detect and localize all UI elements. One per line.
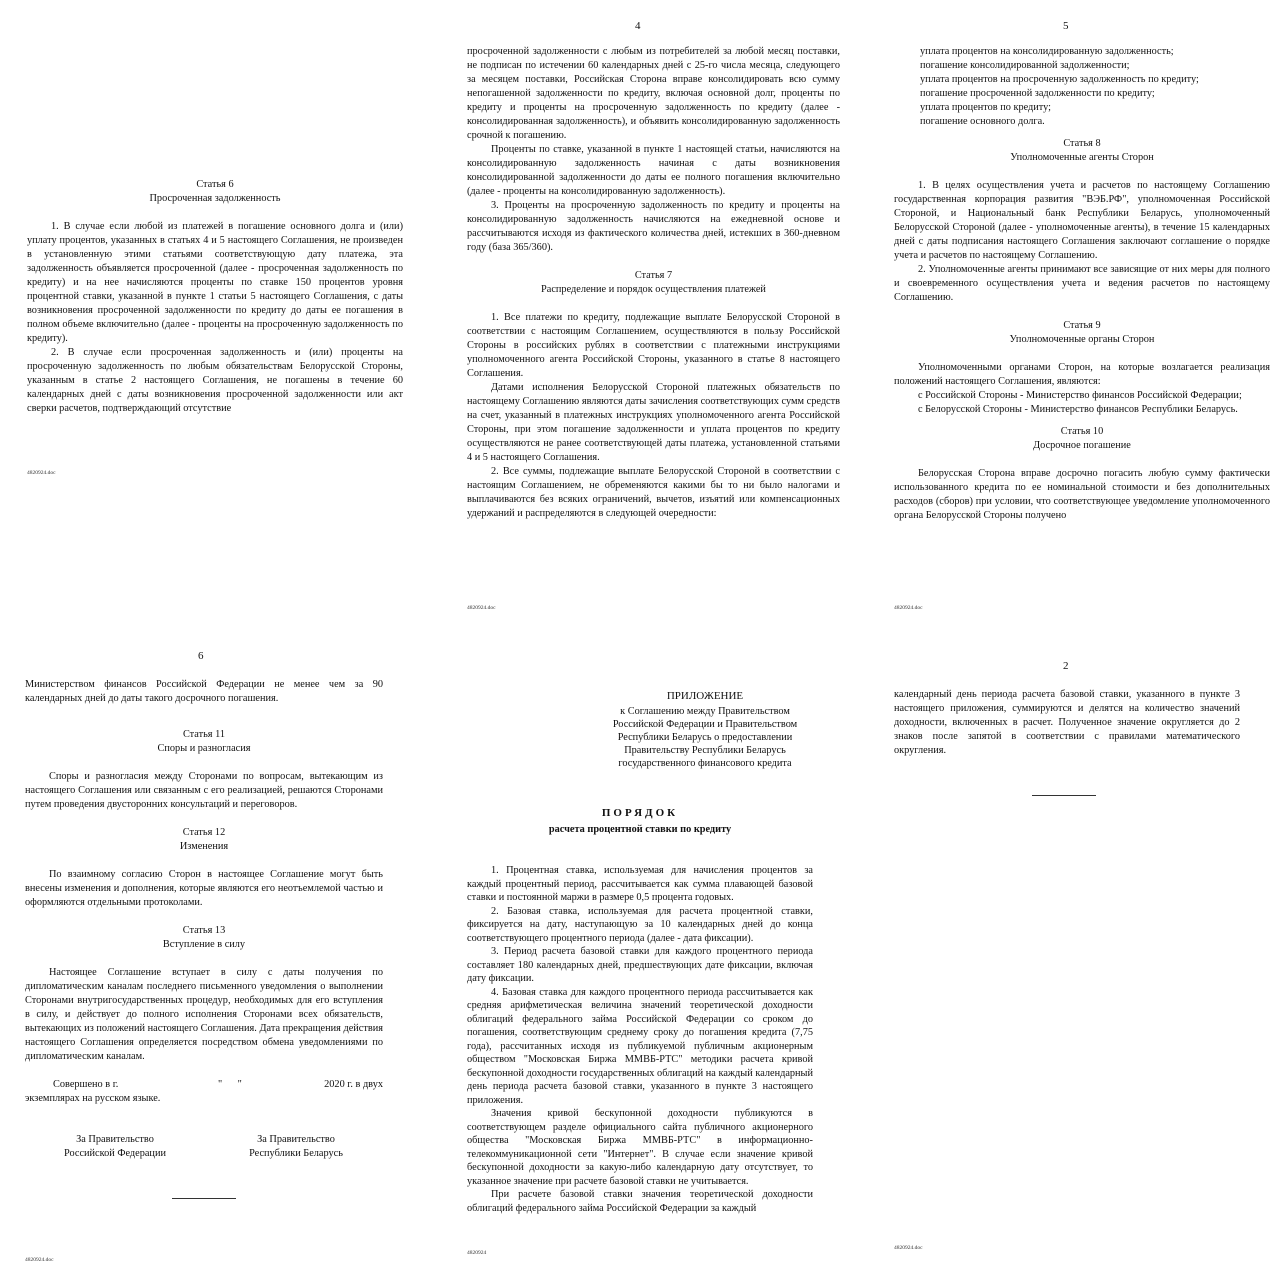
article-subtitle: Уполномоченные агенты Сторон [1010, 152, 1154, 163]
article-title: Статья 10 [1060, 426, 1104, 437]
paragraph: 2. В случае если просроченная задолженность и (или) проценты на просроченную задолженность по любым обязательствам Белорусской Стороны, указанным в статье 2 настоящего Соглашения, не погашены в течение 60 календарных дней с даты возникновения просроченной задолженности или акт сверки расчетов, подтверждающий отсутствие [27, 347, 403, 414]
appendix-line: Правительству Республики Беларусь [624, 745, 786, 756]
paragraph: По взаимному согласию Сторон в настоящее Соглашение могут быть внесены изменения и дополнения, которые являются его неотъемлемой частью и оформляются отдельными протоколами. [25, 869, 383, 908]
list-item: погашение просроченной задолженности по кредиту; [920, 88, 1155, 99]
page-footer: 4820924.doc [25, 1257, 54, 1263]
page-footer: 4820924.doc [894, 1245, 923, 1251]
page-body [467, 45, 840, 521]
article-title: Статья 6 [196, 179, 234, 190]
paragraph: экземплярах на русском языке. [25, 1093, 161, 1104]
article-subtitle: Распределение и порядок осуществления платежей [541, 284, 766, 295]
article-title: Статья 11 [182, 729, 226, 740]
paragraph: Белорусская Сторона вправе досрочно погасить любую сумму фактически использованного кредита по ее номинальной стоимости и без дополнительных расходов (сборов) при условии, что соответствующее уведомление уполномоченного органа Белорусской Стороны получено [894, 468, 1270, 521]
page-body [25, 678, 383, 1106]
paragraph: 1. В целях осуществления учета и расчетов по настоящему Соглашению государственная корпорация развития "ВЭБ.РФ", уполномоченная Российской Стороной, и Национальный банк Республики Беларусь, уполномоченный Белорусской Стороной (далее - уполномоченные агенты), в течение 15 календарных дней с даты подписания настоящего Соглашения заключают соглашение о порядке учета и расчетов по настоящему Соглашению. [894, 180, 1270, 261]
page-footer: 4820924.doc [467, 605, 496, 611]
page-number: 5 [1063, 20, 1069, 32]
list-item: уплата процентов по кредиту; [920, 102, 1052, 113]
paragraph: 4. Базовая ставка для каждого процентного периода рассчитывается как средняя арифметическая величина значений теоретической доходности облигаций федерального займа Российской Федерации со сроком до погашения, соответствующим среднему сроку до погашения кредита (7,75 года), рассчитанных исходя из публикуемой публичным акционерным обществом "Московская Биржа ММВБ-РТС" методики расчета кривой бескупонной доходности государственных облигаций на каждый календарный день периода расчета базовой ставки, указанного в пункте 3 настоящего приложения. [467, 986, 813, 1106]
closing-rule [1032, 795, 1096, 796]
done-left: Совершено в г. [53, 1079, 119, 1090]
paragraph: Настоящее Соглашение вступает в силу с даты получения по дипломатическим каналам последнего письменного уведомления о выполнении Сторонами внутригосударственных процедур, необходимых для его вступления в силу, и действует до полного исполнения Сторонами всех обязательств, вытекающих из положений настоящего Соглашения. Дата прекращения действия настоящего Соглашения определяется посредством обмена уведомлениями по дипломатическим каналам. [25, 967, 383, 1062]
payment-order-list [894, 45, 1270, 129]
list-item: уплата процентов на просроченную задолженность по кредиту; [920, 74, 1199, 85]
list-item: уплата процентов на консолидированную задолженность; [920, 46, 1174, 57]
article-subtitle: Изменения [179, 841, 229, 852]
article-title: Статья 12 [182, 827, 226, 838]
closing-rule [172, 1198, 236, 1199]
paragraph: 2. Базовая ставка, используемая для расчета процентной ставки, фиксируется на дату, наступающую за 10 календарных дней до конца соответствующего процентного периода (далее - дата фиксации). [467, 905, 813, 944]
article-subtitle: Досрочное погашение [1033, 440, 1131, 451]
paragraph: При расчете базовой ставки значения теоретической доходности облигаций федерального займа Российской Федерации за каждый [467, 1189, 813, 1214]
appendix-line: государственного финансового кредита [618, 758, 792, 769]
paragraph: 1. Все платежи по кредиту, подлежащие выплате Белорусской Стороной в соответствии с настоящим Соглашением, осуществляются в пользу Российской Стороны в российских рублях в соответствии с платежными инструкциями уполномоченного агента Российской Стороны, указанного в статье 8 настоящего Соглашения. [467, 312, 840, 379]
signature-label: Российской Федерации [64, 1148, 166, 1159]
article-subtitle: Уполномоченные органы Сторон [1009, 334, 1155, 345]
paragraph: просроченной задолженности с любым из потребителей за любой месяц поставки, не подписан по истечении 60 календарных дней с 25-го числа месяца, следующего за месяцем поставки, Российская Сторона вправе консолидировать всю сумму непогашенной задолженности по кредиту, включая основной долг, проценты по кредиту и проценты на просроченную задолженность по кредиту (далее - консолидированная задолженность), и объявить консолидированную задолженность срочной к погашению. [467, 46, 840, 141]
paragraph: 3. Период расчета базовой ставки для каждого процентного периода составляет 180 календарных дней, предшествующих дате фиксации, включая дату фиксации. [467, 946, 813, 984]
page-body [27, 178, 403, 416]
page-body [894, 45, 1270, 523]
paragraph: Уполномоченными органами Сторон, на которые возлагается реализация положений настоящего Соглашения, являются: [894, 362, 1270, 387]
paragraph: 2. Все суммы, подлежащие выплате Белорусской Стороной в соответствии с настоящим Соглашением, не обременяются какими бы то ни было налогами и выплачиваются без всяких ограничений, вычетов, изъятий или компенсационных удержаний и распределяются в следующей очередности: [467, 466, 840, 519]
document-subheading: расчета процентной ставки по кредиту [548, 824, 732, 835]
appendix-header [580, 690, 830, 770]
page-footer: 4820924 [467, 1250, 487, 1256]
article-title: Статья 13 [182, 925, 226, 936]
paragraph: с Российской Стороны - Министерство финансов Российской Федерации; [918, 390, 1242, 401]
paragraph: 2. Уполномоченные агенты принимают все зависящие от них меры для полного и своевременного осуществления учета и ведения расчетов по настоящему Соглашению. [894, 264, 1270, 303]
signature-label: За Правительство [76, 1134, 154, 1145]
paragraph: 1. В случае если любой из платежей в погашение основного долга и (или) уплату процентов, указанных в статьях 4 и 5 настоящего Соглашения, не произведен в установленную этими статьями соответствующую дату платежа, эта задолженность объявляется просроченной (далее - просроченная задолженность по кредиту) и на нее начисляются проценты по ставке 150 процентов уровня процентной ставки, указанной в пункте 1 статьи 5 настоящего Соглашения, с даты возникновения просроченной задолженности по кредиту до даты ее погашения в полном объеме включительно (далее - проценты на просроченную задолженность по кредиту). [27, 221, 403, 344]
article-subtitle: Вступление в силу [162, 939, 246, 950]
signature-label: Республики Беларусь [249, 1148, 343, 1159]
page-number: 6 [198, 650, 204, 662]
document-page-5 [440, 640, 866, 1280]
done-right: 2020 г. в двух [324, 1079, 383, 1090]
page-number: 4 [635, 20, 641, 32]
paragraph: с Белорусской Стороны - Министерство финансов Республики Беларусь. [918, 404, 1238, 415]
page-body [467, 864, 813, 1215]
appendix-title: ПРИЛОЖЕНИЕ [666, 690, 744, 702]
paragraph: Споры и разногласия между Сторонами по вопросам, вытекающим из настоящего Соглашения или связанным с его реализацией, решаются Сторонами путем проведения двусторонних консультаций и переговоров. [25, 771, 383, 810]
page-body [894, 688, 1240, 758]
signature-label: За Правительство [257, 1134, 335, 1145]
article-title: Статья 8 [1063, 138, 1101, 149]
article-subtitle: Споры и разногласия [157, 743, 251, 754]
document-page-6 [866, 640, 1280, 1280]
done-line [25, 1078, 383, 1092]
article-subtitle: Просроченная задолженность [149, 193, 281, 204]
article-title: Статья 7 [634, 270, 673, 281]
document-page-2 [440, 0, 866, 640]
list-item: погашение консолидированной задолженности; [920, 60, 1130, 71]
paragraph: 1. Процентная ставка, используемая для начисления процентов за каждый процентный период, рассчитывается как сумма плавающей базовой ставки и постоянной маржи в размере 0,5 процента годовых. [467, 865, 813, 903]
list-item: погашение основного долга. [920, 116, 1045, 127]
signature-block-right [226, 1133, 366, 1161]
paragraph: Датами исполнения Белорусской Стороной платежных обязательств по настоящему Соглашению являются даты зачисления соответствующих сумм средств на счет, указанный в платежных инструкциях уполномоченного агента Российской Стороны, при этом погашение задолженности и уплата процентов по кредиту осуществляются не ранее соответствующей даты платежа, установленной статьями 4 и 5 настоящего Соглашения. [467, 382, 840, 463]
done-quotes: " " [218, 1079, 242, 1090]
appendix-line: Республики Беларусь о предоставлении [617, 732, 793, 743]
signature-block-left [45, 1133, 185, 1161]
page-footer: 4820924.doc [894, 605, 923, 611]
paragraph: 3. Проценты на просроченную задолженность по кредиту и проценты на консолидированную задолженность начисляются на ежедневной основе и рассчитываются исходя из фактического количества дней, истекших в 360-дневном году (база 365/360). [467, 200, 840, 253]
article-title: Статья 9 [1063, 320, 1101, 331]
document-heading: ПОРЯДОК [601, 807, 679, 819]
paragraph: Проценты по ставке, указанной в пункте 1 настоящей статьи, начисляются на консолидированную задолженность начиная с даты возникновения консолидированной задолженности до даты ее полного погашения включительно (далее - проценты на консолидированную задолженность). [467, 144, 840, 197]
appendix-line: к Соглашению между Правительством [620, 706, 790, 717]
paragraph: Значения кривой бескупонной доходности публикуются в соответствующем разделе официального сайта публичного акционерного общества "Московская Биржа ММВБ-РТС" в информационно-телекоммуникационной сети "Интернет". В случае если значение кривой бескупонной доходности за какую-либо календарную дату отсутствует, то указанное значение при расчете базовой ставки не учитывается. [467, 1108, 813, 1187]
document-page-4 [0, 640, 426, 1280]
document-page-1 [0, 0, 426, 640]
appendix-line: Российской Федерации и Правительством [612, 719, 798, 730]
page-footer: 4820924.doc [27, 470, 56, 476]
document-page-3 [866, 0, 1280, 640]
paragraph: Министерством финансов Российской Федерации не менее чем за 90 календарных дней до даты такого досрочного погашения. [25, 679, 383, 704]
paragraph: календарный день периода расчета базовой ставки, указанного в пункте 3 настоящего приложения, суммируются и делятся на количество значений доходности, включенных в расчет. Полученное значение округляется до 2 знаков после запятой в соответствии с правилами математического округления. [894, 689, 1240, 756]
page-number: 2 [1063, 660, 1069, 672]
